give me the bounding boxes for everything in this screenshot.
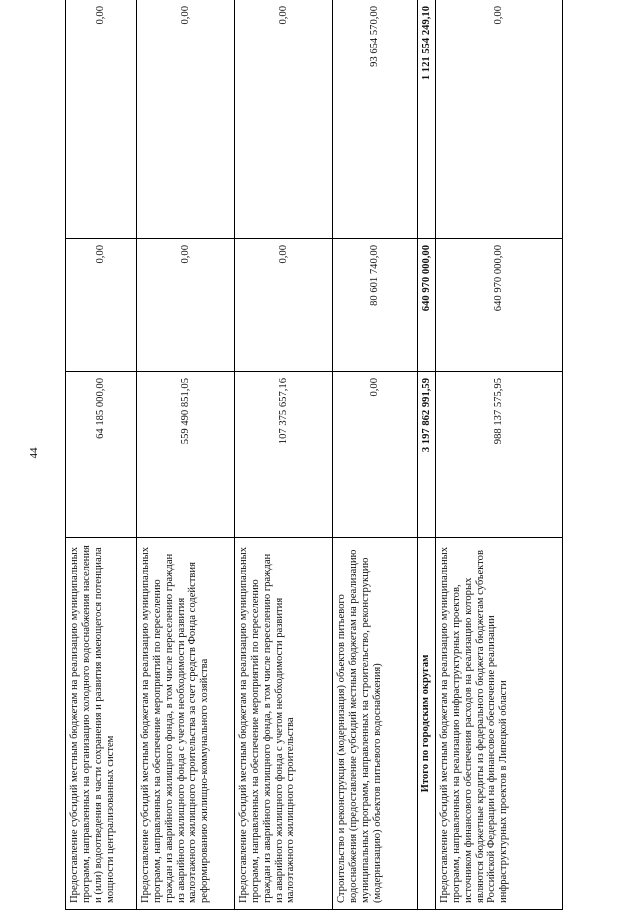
- row-value-2: 0,00: [137, 239, 235, 372]
- row-description: Предоставление субсидий местным бюджетам на реализацию муниципальных программ, направленных на реализацию инфраструктурных проектов, источником финансового обеспечения расходов на реализацию которых являются бюджетные кредиты из федерального бюджета бюджетам субъектов Российской Федерации на финансовое обеспечение реализации инфраструктурных проектов в Липецкой области: [436, 538, 563, 910]
- total-value-1: 3 197 862 991,59: [418, 372, 436, 538]
- row-value-2: 0,00: [235, 239, 333, 372]
- row-description: Предоставление субсидий местным бюджетам на реализацию муниципальных программ, направленных на организацию холодного водоснабжения населения и (или) водоотведения в части сохранения и развития имеющегося потенциала мощности централизованных систем: [66, 538, 137, 910]
- row-value-3: 0,00: [235, 0, 333, 239]
- row-value-1: 107 375 657,16: [235, 372, 333, 538]
- budget-table: [65, 0, 563, 910]
- row-value-2: 0,00: [66, 239, 137, 372]
- row-value-1: 559 490 851,05: [137, 372, 235, 538]
- row-value-1: 64 185 000,00: [66, 372, 137, 538]
- table-row: [333, 0, 418, 910]
- rotated-table-container: [65, 0, 570, 910]
- row-value-3: 93 654 570,00: [333, 0, 418, 239]
- table-row: [66, 0, 137, 910]
- total-row: [418, 0, 436, 910]
- row-value-3: 0,00: [436, 0, 563, 239]
- total-value-3: 1 121 554 249,10: [418, 0, 436, 239]
- row-description: Строительство и реконструкция (модернизация) объектов питьевого водоснабжения (предоставление субсидий местным бюджетам на реализацию муниципальных программ, направленных на строительство, реконструкцию (модернизацию) объектов питьевого водоснабжения): [333, 538, 418, 910]
- row-value-3: 0,00: [66, 0, 137, 239]
- row-value-2: 640 970 000,00: [436, 239, 563, 372]
- total-label: Итого по городским округам: [418, 538, 436, 910]
- table-row: [436, 0, 563, 910]
- row-value-3: 0,00: [137, 0, 235, 239]
- row-value-1: 988 137 575,95: [436, 372, 563, 538]
- row-value-1: 0,00: [333, 372, 418, 538]
- total-value-2: 640 970 000,00: [418, 239, 436, 372]
- page-number: 44: [28, 447, 40, 459]
- row-description: Предоставление субсидий местным бюджетам на реализацию муниципальных программ, направленных на обеспечение мероприятий по переселению граждан из аварийного жилищного фонда, в том числе переселению граждан из аварийного жилищного фонда с учетом необходимости развития малоэтажного жилищного строительства: [235, 538, 333, 910]
- row-value-2: 80 601 740,00: [333, 239, 418, 372]
- table-row: [137, 0, 235, 910]
- table-row: [235, 0, 333, 910]
- row-description: Предоставление субсидий местным бюджетам на реализацию муниципальных программ, направленных на обеспечение мероприятий по переселению граждан из аварийного жилищного фонда, в том числе переселению граждан из аварийного жилищного фонда с учетом необходимости развития малоэтажного жилищного строительства за счет средств Фонда содействия реформированию жилищно-коммунального хозяйства: [137, 538, 235, 910]
